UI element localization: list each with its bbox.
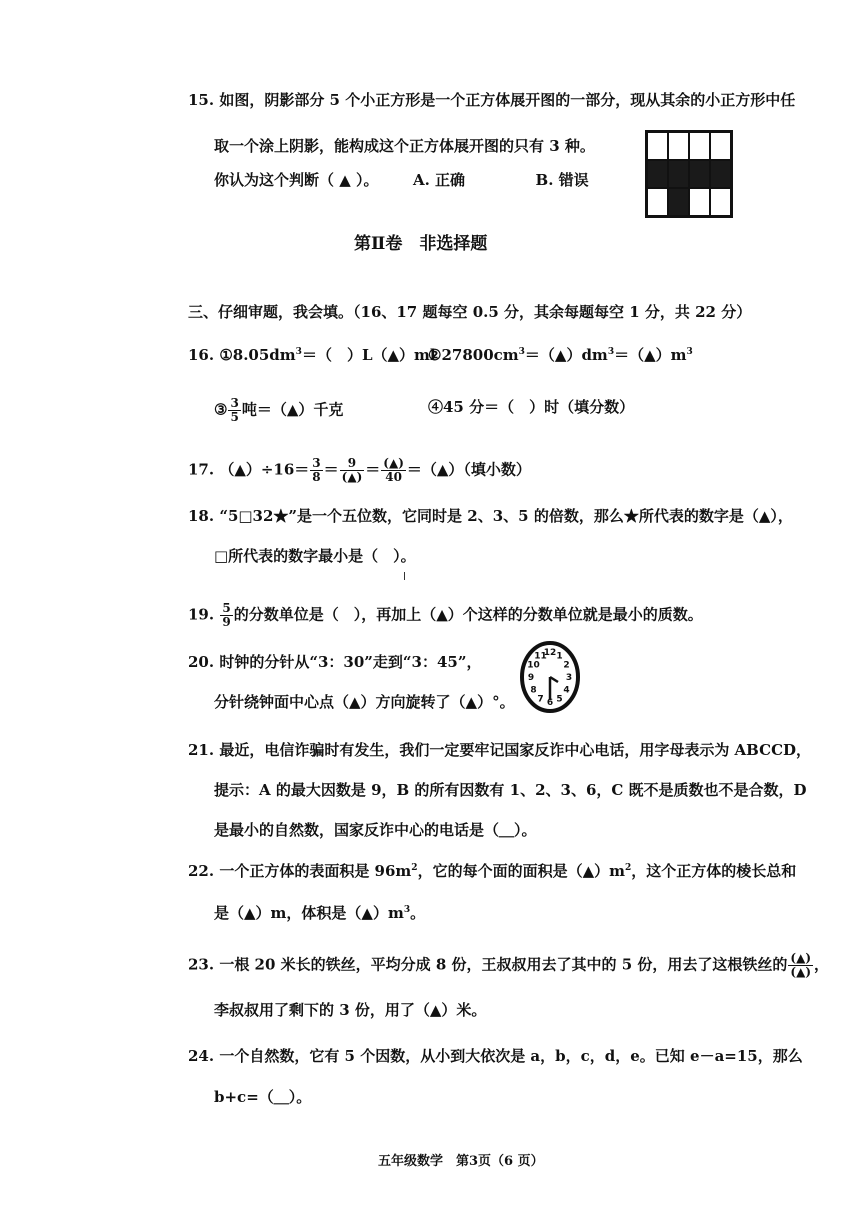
grid-cell-empty (710, 188, 731, 216)
section-title: 第Ⅱ卷 非选择题 (354, 234, 488, 254)
clock-number: 10 (527, 660, 540, 671)
q15-line3 (214, 170, 589, 190)
fraction-numerator: 3 (230, 396, 239, 410)
q20-line1: 20. 时钟的分针从“3：30”走到“3：45”， (188, 653, 482, 671)
grid-cell-shaded (668, 160, 689, 188)
grid-cell-shaded (647, 160, 668, 188)
clock-number: 6 (546, 698, 554, 708)
fraction-denominator: 8 (312, 470, 321, 484)
stray-mark (404, 572, 405, 580)
q16-b-mid: ＝（▲）dm (524, 346, 608, 364)
q16-c-label: ③ (214, 400, 228, 419)
q21-line2: 提示：A 的最大因数是 9，B 的所有因数有 1、2、3、6，C 既不是质数也不是合数，D (214, 781, 807, 799)
fraction-denominator: 5 (230, 410, 239, 424)
q16-c-fraction (228, 397, 240, 424)
q20-line2: 分针绕钟面中心点（▲）方向旋转了（▲）°。 (214, 693, 515, 711)
grid-cell-empty (710, 132, 731, 160)
q23-text: 23. 一根 20 米长的铁丝，平均分成 8 份，王叔叔用去了其中的 5 份，用去了这根铁丝的 (188, 955, 788, 974)
q23-fraction (788, 952, 813, 979)
grid-cell-empty (668, 132, 689, 160)
fraction-denominator: 40 (385, 470, 402, 484)
grid-cell-empty (689, 132, 710, 160)
q15-line1: 15. 如图，阴影部分 5 个小正方形是一个正方体展开图的一部分，现从其余的小正方形中任 (188, 91, 796, 109)
clock-icon (519, 640, 581, 714)
q16-part-c (214, 397, 343, 424)
q18-line2: □所代表的数字最小是（ ）。 (214, 547, 416, 565)
q17-post: ＝（▲）（填小数） (406, 460, 531, 479)
q16-part-b: $②27800cm^3=(▲)dm^3=(▲)m^3$ (428, 346, 693, 364)
q19 (188, 602, 703, 629)
fraction-denominator: (▲) (341, 470, 363, 484)
exponent: 3 (403, 905, 411, 915)
grid-cell-empty (689, 188, 710, 216)
q15-option-b[interactable]: B. 错误 (535, 171, 589, 189)
q23-comma: ， (814, 955, 830, 974)
cube-net-grid (645, 130, 733, 218)
grid-cell-shaded (689, 160, 710, 188)
q17-fraction-1 (310, 457, 322, 484)
grid-cell-empty (647, 188, 668, 216)
clock-number: 5 (556, 694, 563, 705)
q24-line2: b+c=（＿）。 (214, 1088, 312, 1106)
section3-header: 三、仔细审题，我会填。（16、17 题每空 0.5 分，其余每题每空 1 分，共 22 分） (188, 303, 752, 321)
clock-number: 11 (534, 651, 547, 662)
q15-option-a[interactable]: A. 正确 (412, 171, 466, 189)
fraction-numerator: (▲) (790, 951, 811, 965)
q22-text-e: 。 (410, 904, 426, 922)
q16-b-end: ＝（▲）m (614, 346, 687, 364)
q16-b-text: ②27800cm (428, 346, 519, 364)
grid-cell-empty (647, 132, 668, 160)
q16-part-a: 16. $①8.05dm^3=$（ ）L（▲）ml (188, 346, 436, 364)
q19-fraction (220, 602, 232, 629)
q17-fraction-2 (340, 457, 365, 484)
fraction-denominator: 9 (222, 615, 231, 629)
clock-number: 2 (563, 660, 570, 671)
q23-line2: 李叔叔用了剩下的 3 份，用了（▲）米。 (214, 1001, 487, 1019)
q22-line2 (214, 903, 425, 923)
q17-pre: 17. （▲）÷16＝ (188, 460, 310, 479)
clock-number: 4 (563, 685, 570, 696)
q23-line1 (188, 952, 829, 979)
q19-text: 的分数单位是（ ），再加上（▲）个这样的分数单位就是最小的质数。 (233, 605, 703, 624)
q16-part-d: ④45 分＝（ ）时（填分数） (428, 398, 635, 416)
q22-text-d: 是（▲）m，体积是（▲）m (214, 904, 404, 922)
q19-number: 19. (188, 605, 220, 624)
q17: 17. （▲）÷16＝ $\frac{3}{8}$ ＝ $\frac{9}{(▲)}$ ＝ $\frac{(▲)}{40}$ ＝（▲）（填小数） (188, 456, 531, 484)
exponent: 2 (624, 863, 632, 873)
exponent: 2 (411, 863, 418, 873)
page-footer: 五年级数学 第3页（6 页） (378, 1154, 544, 1169)
clock-number: 9 (527, 673, 535, 683)
q15-line2: 取一个涂上阴影，能构成这个正方体展开图的只有 3 种。 (214, 137, 595, 155)
q24-line1: 24. 一个自然数，它有 5 个因数，从小到大依次是 a，b，c，d，e。已知 e－a=15，那么 (188, 1047, 803, 1065)
grid-cell-shaded (668, 188, 689, 216)
fraction-numerator: (▲) (383, 456, 404, 470)
q15-judgement: 你认为这个判断（ ▲ ）。 (214, 171, 379, 189)
q16-c-text: 吨＝（▲）千克 (241, 400, 344, 419)
q16-a-answer: ＝（ ）L（▲）ml (301, 346, 436, 364)
q21-line3: 是最小的自然数，国家反诈中心的电话是（＿）。 (214, 821, 537, 839)
fraction-numerator: 9 (340, 457, 365, 471)
clock-number: 7 (537, 694, 544, 705)
clock-number: 1 (556, 651, 563, 662)
fraction-denominator: (▲) (790, 965, 811, 979)
q17-fraction-3 (381, 457, 406, 484)
q22-line1 (188, 861, 796, 881)
fraction-numerator: 5 (222, 601, 231, 615)
q22-text-a: 22. 一个正方体的表面积是 96m (188, 862, 412, 880)
q22-text-c: ，这个正方体的棱长总和 (631, 862, 797, 880)
q21-line1: 21. 最近，电信诈骗时有发生，我们一定要牢记国家反诈中心电话，用字母表示为 ABCCD， (188, 741, 812, 759)
q22-text-b: ，它的每个面的面积是（▲）m (417, 862, 625, 880)
q18-line1: 18. “5□32★”是一个五位数，它同时是 2、3、5 的倍数，那么★所代表的数字是（▲）， (188, 507, 793, 525)
grid-cell-shaded (710, 160, 731, 188)
q16-a-text: 16. ①8.05dm (188, 346, 296, 364)
clock-number: 8 (530, 685, 537, 696)
clock-number: 3 (565, 673, 573, 683)
fraction-numerator: 3 (312, 456, 321, 470)
clock-number: 12 (543, 648, 557, 658)
